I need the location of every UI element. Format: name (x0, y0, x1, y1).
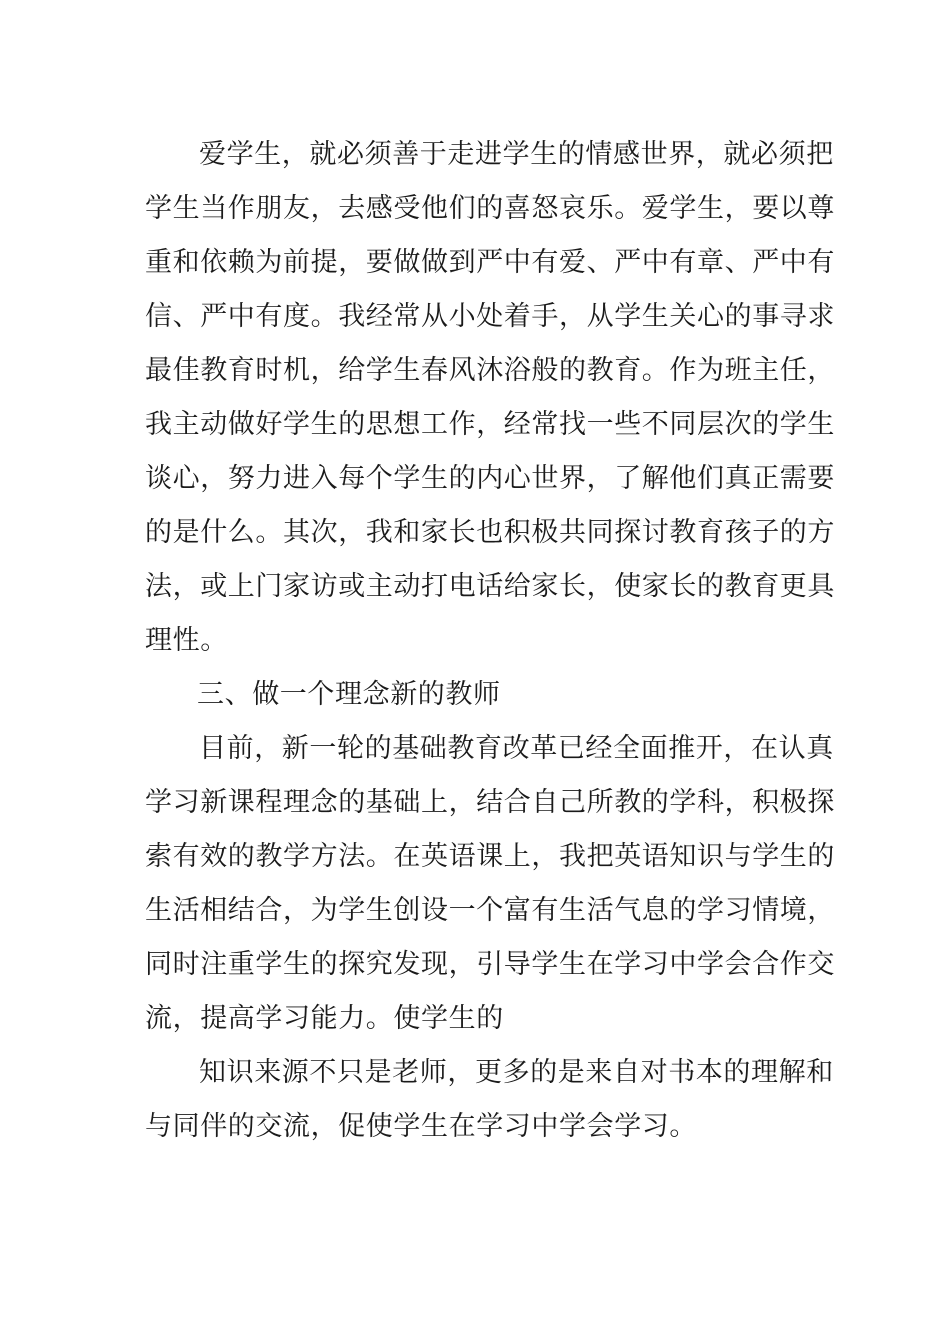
text-line: 知识来源不只是老师，更多的是来自对书本的理解和 (199, 1057, 834, 1088)
section-heading (145, 668, 810, 722)
text-line: 的是什么。其次，我和家长也积极共同探讨教育孩子的方 (145, 517, 835, 548)
text-line: 法，或上门家访或主动打电话给家长，使家长的教育更具 (145, 571, 835, 602)
text-line: 信、严中有度。我经常从小处着手，从学生关心的事寻求 (145, 301, 835, 332)
text-line: 索有效的教学方法。在英语课上，我把英语知识与学生的 (145, 841, 835, 872)
text-line: 生活相结合，为学生创设一个富有生活气息的学习情境， (145, 895, 835, 926)
text-line: 流，提高学习能力。使学生的 (145, 1003, 504, 1034)
paragraph (145, 1046, 834, 1154)
text-line: 重和依赖为前提，要做做到严中有爱、严中有章、严中有 (145, 247, 835, 278)
text-line: 爱学生，就必须善于走进学生的情感世界，就必须把 (199, 139, 834, 170)
text-line: 最佳教育时机，给学生春风沐浴般的教育。作为班主任， (145, 355, 835, 386)
text-line: 与同伴的交流，促使学生在学习中学会学习。 (145, 1111, 697, 1142)
heading-text: 三、做一个理念新的教师 (197, 679, 501, 710)
paragraph (145, 722, 835, 1046)
text-line: 学习新课程理念的基础上，结合自己所教的学科，积极探 (145, 787, 835, 818)
document-body (145, 128, 835, 1154)
text-line: 目前，新一轮的基础教育改革已经全面推开，在认真 (199, 733, 834, 764)
text-line: 学生当作朋友，去感受他们的喜怒哀乐。爱学生，要以尊 (145, 193, 835, 224)
text-line: 理性。 (145, 625, 228, 656)
paragraph (145, 128, 835, 668)
text-line: 谈心，努力进入每个学生的内心世界，了解他们真正需要 (145, 463, 835, 494)
text-line: 我主动做好学生的思想工作，经常找一些不同层次的学生 (145, 409, 835, 440)
text-line: 同时注重学生的探究发现，引导学生在学习中学会合作交 (145, 949, 835, 980)
